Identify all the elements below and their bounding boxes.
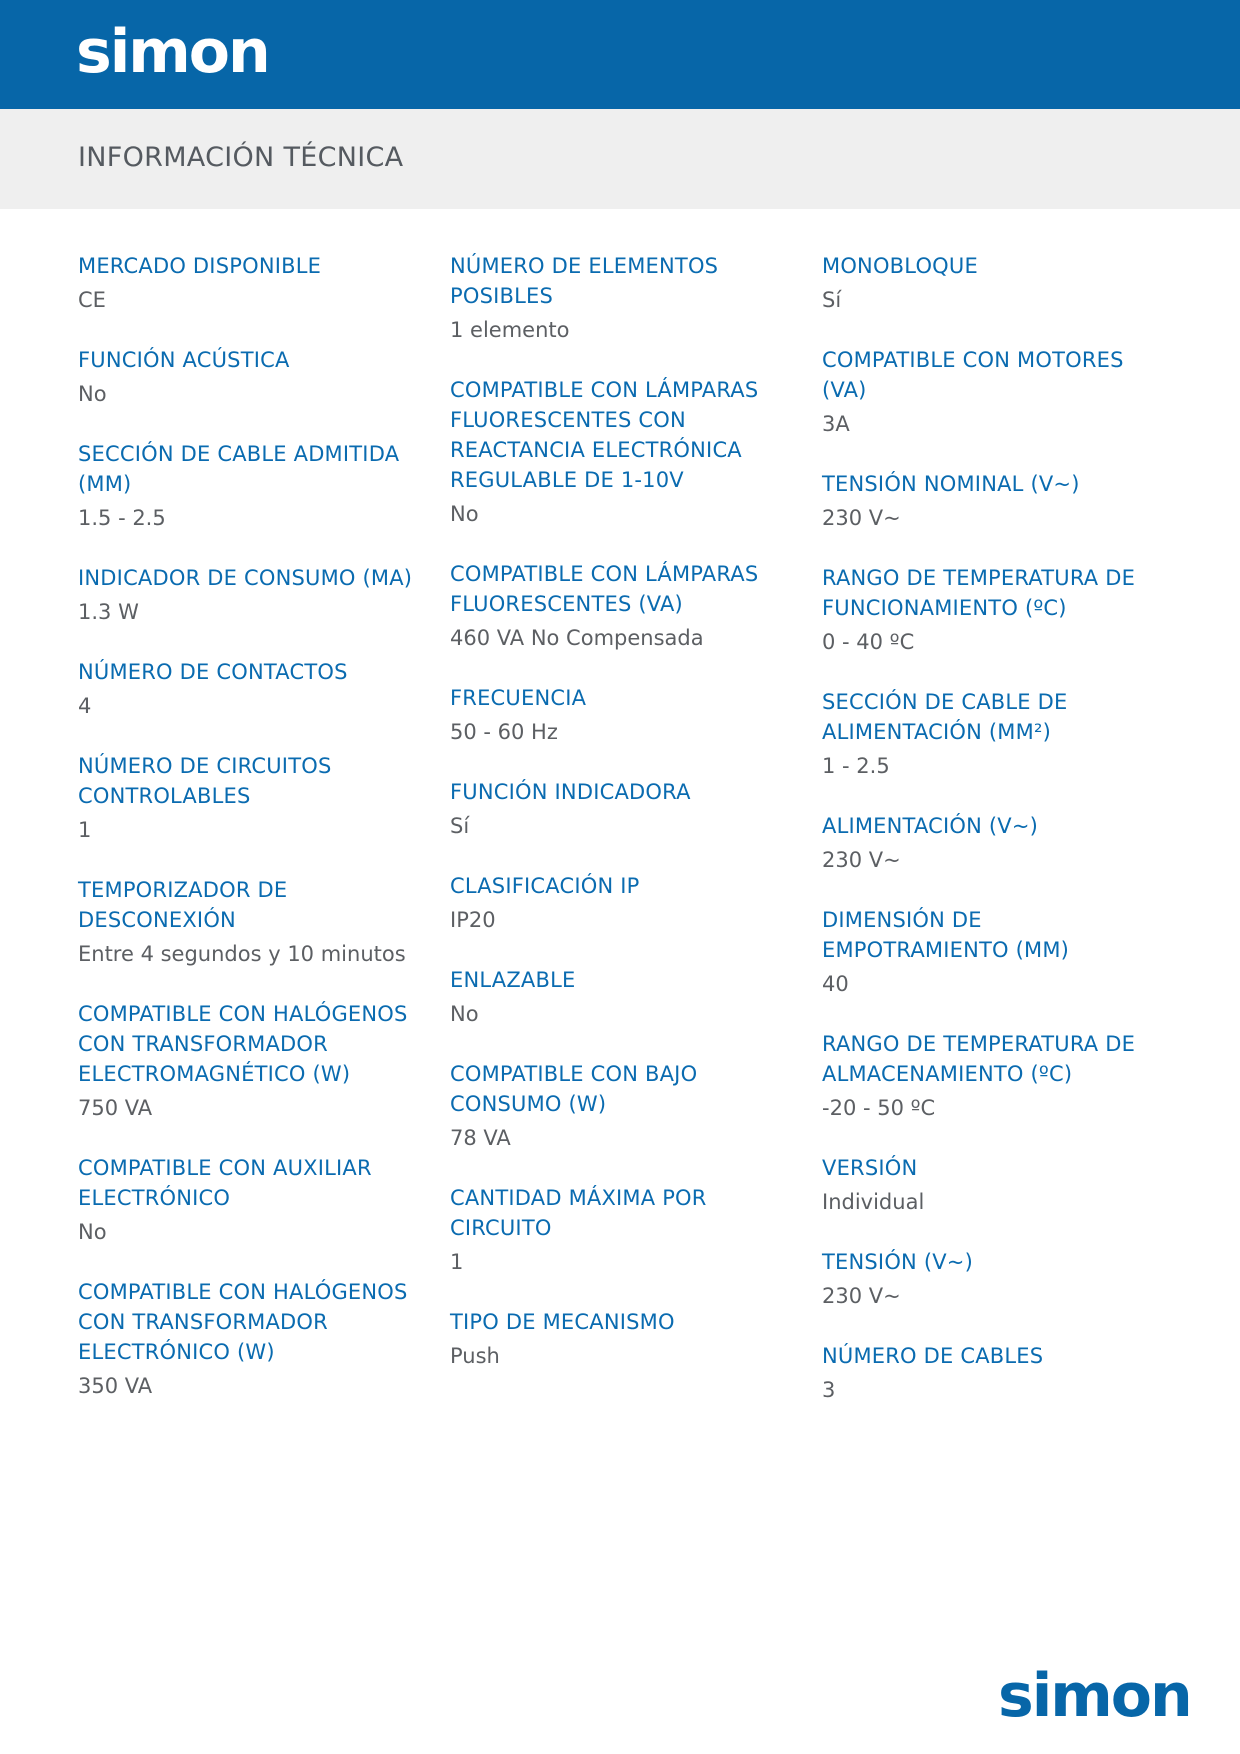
spec-value: 350 VA [78, 1374, 153, 1398]
spec-value: 4 [78, 694, 92, 718]
spec-label: NÚMERO DE ELEMENTOS POSIBLES [450, 254, 719, 308]
spec-item [822, 469, 1162, 533]
spec-item [78, 999, 418, 1123]
spec-value: 230 V~ [822, 848, 901, 872]
spec-column-3 [822, 251, 1162, 1435]
spec-value: 3 [822, 1378, 836, 1402]
spec-value: No [78, 1220, 107, 1244]
spec-item [450, 375, 780, 529]
spec-value: 1 [78, 818, 92, 842]
spec-item [78, 1277, 418, 1401]
spec-label: COMPATIBLE CON MOTORES (VA) [822, 348, 1124, 402]
spec-value: 1.3 W [78, 600, 139, 624]
spec-label: COMPATIBLE CON HALÓGENOS CON TRANSFORMADOR ELECTROMAGNÉTICO (W) [78, 1002, 408, 1086]
spec-column-2 [450, 251, 780, 1401]
spec-label: NÚMERO DE CONTACTOS [78, 660, 348, 684]
spec-item [822, 1247, 1162, 1311]
spec-label: VERSIÓN [822, 1156, 918, 1180]
spec-value: No [78, 382, 107, 406]
spec-item [822, 811, 1162, 875]
spec-label: ENLAZABLE [450, 968, 576, 992]
spec-label: COMPATIBLE CON AUXILIAR ELECTRÓNICO [78, 1156, 372, 1210]
spec-label: COMPATIBLE CON LÁMPARAS FLUORESCENTES CON REACTANCIA ELECTRÓNICA REGULABLE DE 1-10V [450, 378, 759, 492]
spec-item [450, 251, 780, 345]
spec-label: DIMENSIÓN DE EMPOTRAMIENTO (MM) [822, 908, 1070, 962]
spec-label: FRECUENCIA [450, 686, 587, 710]
spec-item [822, 1029, 1162, 1123]
spec-label: RANGO DE TEMPERATURA DE FUNCIONAMIENTO (ºC) [822, 566, 1136, 620]
spec-item [822, 251, 1162, 315]
spec-value: CE [78, 288, 106, 312]
spec-label: ALIMENTACIÓN (V~) [822, 814, 1039, 838]
spec-label: COMPATIBLE CON HALÓGENOS CON TRANSFORMADOR ELECTRÓNICO (W) [78, 1280, 408, 1364]
spec-label: CLASIFICACIÓN IP [450, 874, 640, 898]
spec-item [78, 751, 418, 845]
spec-value: No [450, 1002, 479, 1026]
spec-value: 460 VA No Compensada [450, 626, 704, 650]
spec-item [78, 657, 418, 721]
spec-label: COMPATIBLE CON BAJO CONSUMO (W) [450, 1062, 698, 1116]
spec-label: MERCADO DISPONIBLE [78, 254, 322, 278]
spec-value: -20 - 50 ºC [822, 1096, 936, 1120]
spec-value: Entre 4 segundos y 10 minutos [78, 942, 406, 966]
simon-logo: simon [76, 17, 269, 87]
spec-label: COMPATIBLE CON LÁMPARAS FLUORESCENTES (VA) [450, 562, 759, 616]
simon-logo-footer: simon [998, 1661, 1191, 1731]
spec-item [822, 563, 1162, 657]
spec-item [78, 251, 418, 315]
spec-label: RANGO DE TEMPERATURA DE ALMACENAMIENTO (ºC) [822, 1032, 1136, 1086]
spec-value: 750 VA [78, 1096, 153, 1120]
spec-item [450, 1307, 780, 1371]
spec-label: SECCIÓN DE CABLE DE ALIMENTACIÓN (MM²) [822, 690, 1068, 744]
spec-value: 3A [822, 412, 850, 436]
spec-value: 230 V~ [822, 1284, 901, 1308]
spec-label: CANTIDAD MÁXIMA POR CIRCUITO [450, 1186, 707, 1240]
spec-value: 230 V~ [822, 506, 901, 530]
spec-item [450, 683, 780, 747]
spec-value: Individual [822, 1190, 925, 1214]
spec-value: 40 [822, 972, 849, 996]
spec-value: 78 VA [450, 1126, 511, 1150]
spec-label: TENSIÓN NOMINAL (V~) [822, 472, 1080, 496]
spec-item [450, 1059, 780, 1153]
spec-item [822, 345, 1162, 439]
spec-label: INDICADOR DE CONSUMO (MA) [78, 566, 413, 590]
spec-value: 1.5 - 2.5 [78, 506, 166, 530]
spec-item [78, 439, 418, 533]
spec-label: SECCIÓN DE CABLE ADMITIDA (MM) [78, 442, 400, 496]
spec-item [822, 905, 1162, 999]
spec-item [78, 563, 418, 627]
spec-label: TENSIÓN (V~) [822, 1250, 973, 1274]
spec-value: IP20 [450, 908, 496, 932]
spec-label: MONOBLOQUE [822, 254, 978, 278]
spec-value: Sí [822, 288, 842, 312]
spec-item [450, 777, 780, 841]
spec-item [822, 687, 1162, 781]
spec-item [450, 871, 780, 935]
spec-item [78, 345, 418, 409]
spec-value: 1 [450, 1250, 464, 1274]
spec-value: 0 - 40 ºC [822, 630, 915, 654]
spec-label: NÚMERO DE CIRCUITOS CONTROLABLES [78, 754, 332, 808]
spec-value: 1 elemento [450, 318, 570, 342]
spec-value: No [450, 502, 479, 526]
spec-label: FUNCIÓN ACÚSTICA [78, 348, 290, 372]
spec-column-1 [78, 251, 418, 1431]
page-title: INFORMACIÓN TÉCNICA [78, 142, 404, 173]
spec-item [78, 1153, 418, 1247]
spec-value: Push [450, 1344, 500, 1368]
spec-label: FUNCIÓN INDICADORA [450, 780, 691, 804]
spec-label: NÚMERO DE CABLES [822, 1344, 1044, 1368]
spec-value: 1 - 2.5 [822, 754, 890, 778]
spec-item [78, 875, 418, 969]
spec-label: TIPO DE MECANISMO [450, 1310, 675, 1334]
spec-value: 50 - 60 Hz [450, 720, 558, 744]
spec-item [450, 1183, 780, 1277]
spec-item [450, 559, 780, 653]
spec-item [822, 1153, 1162, 1217]
spec-item [450, 965, 780, 1029]
spec-value: Sí [450, 814, 470, 838]
spec-item [822, 1341, 1162, 1405]
spec-label: TEMPORIZADOR DE DESCONEXIÓN [78, 878, 288, 932]
